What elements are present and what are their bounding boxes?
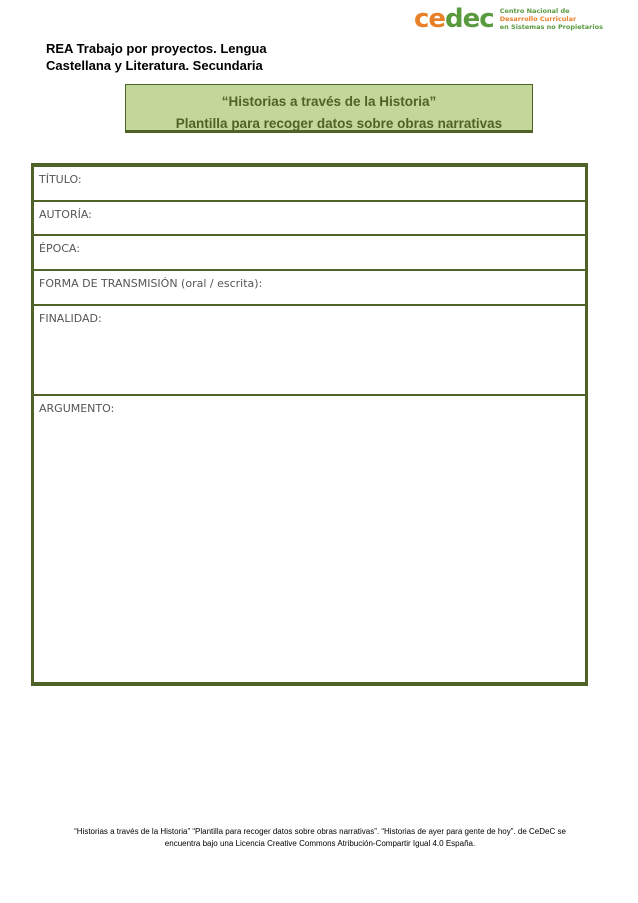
logo-dec: dec (445, 4, 494, 34)
logo-wordmark (414, 4, 494, 34)
field-purpose[interactable] (34, 306, 585, 396)
banner-subtitle: Plantilla para recoger datos sobre obras narrativas (175, 116, 503, 131)
field-authorship-label: AUTORÍA: (39, 208, 92, 221)
field-purpose-label: FINALIDAD: (39, 312, 102, 325)
field-transmission[interactable] (34, 271, 585, 306)
footer-line-1: “Historias a través de la Historia” “Plantilla para recoger datos sobre obras narrativas”. “Historias de ayer para gente de hoy”. de CeDeC se (74, 827, 566, 836)
header-line-1: REA Trabajo por proyectos. Lengua (46, 41, 267, 56)
field-plot[interactable] (34, 396, 585, 682)
document-header (46, 40, 296, 74)
license-footer (40, 826, 600, 850)
header-line-2: Castellana y Literatura. Secundaria (46, 58, 263, 73)
field-title-label: TÍTULO: (39, 173, 82, 186)
field-plot-label: ARGUMENTO: (39, 402, 115, 415)
logo-ce: ce (414, 4, 446, 34)
field-period[interactable] (34, 236, 585, 271)
banner-title: “Historias a través de la Historia” (221, 94, 437, 109)
field-title[interactable] (34, 167, 585, 202)
field-period-label: ÉPOCA: (39, 242, 80, 255)
footer-line-2: encuentra bajo una Licencia Creative Commons Atribución-Compartir Igual 4.0 España. (164, 839, 476, 848)
logo-caption-line-2: Desarrollo Curricular (499, 15, 577, 23)
data-form (31, 163, 588, 686)
logo-caption-line-3: en Sistemas no Propietarios (499, 23, 603, 31)
logo-caption-line-1: Centro Nacional de (499, 7, 570, 15)
field-transmission-label: FORMA DE TRANSMISIÓN (oral / escrita): (39, 277, 263, 290)
logo-caption (500, 7, 603, 31)
cedec-logo (414, 4, 603, 34)
field-authorship[interactable] (34, 202, 585, 236)
title-banner (125, 84, 533, 133)
